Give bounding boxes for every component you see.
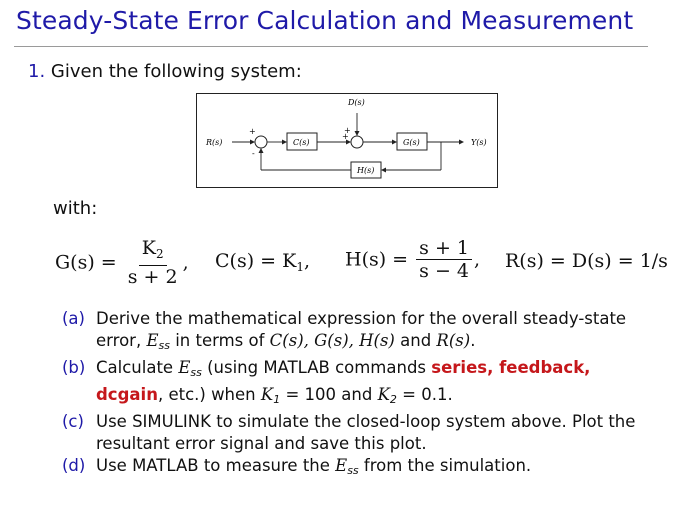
part-c: (c) Use SIMULINK to simulate the closed-loop system above. Plot the resultant error signal and save this plot. [62, 412, 636, 453]
label-d: D(s) [348, 98, 365, 107]
item-1 [28, 61, 302, 82]
sum2-plus-top: + [344, 126, 351, 135]
label-r: R(s) [206, 138, 223, 147]
page-title: Steady-State Error Calculation and Measurement [16, 6, 634, 35]
title-divider [14, 46, 648, 47]
equation-rd: R(s) = D(s) = 1/s [505, 250, 668, 272]
equation-h: H(s) = $\frac{s + 1}{s - 4}$ , [345, 237, 481, 282]
matlab-commands: series, feedback, [431, 358, 591, 377]
part-a: (a) Derive the mathematical expression for the overall steady-state error, Ess in terms of C(s), G(s), H(s) and R(s). [62, 309, 627, 352]
sum2-plus-left: + [342, 132, 349, 141]
summing-junction-2 [351, 136, 363, 148]
part-b: (b) Calculate Ess (using MATLAB commands series, feedback, dcgain, etc.) when K1 = 100 and K2 = 0.1. [62, 358, 591, 406]
sum1-plus: + [249, 127, 256, 136]
equation-c: $C(s) = K_1$, [215, 250, 310, 274]
label-g: G(s) [403, 138, 420, 147]
with-label: with: [53, 198, 98, 219]
label-h: H(s) [357, 166, 375, 175]
matlab-command-dcgain: dcgain [96, 385, 158, 404]
sum1-minus: - [252, 149, 255, 158]
part-d: (d) Use MATLAB to measure the Ess from the simulation. [62, 456, 532, 477]
label-c: C(s) [293, 138, 310, 147]
summing-junction-1 [255, 136, 267, 148]
item-1-text: Given the following system: [50, 61, 302, 82]
equation-row [55, 235, 695, 291]
equation-g: G(s) = $\frac{K_2}{s + 2}$ , [55, 237, 189, 288]
sub-question-list [62, 308, 692, 482]
label-y: Y(s) [471, 138, 487, 147]
item-1-number: 1. [28, 61, 46, 82]
block-diagram [196, 93, 498, 188]
